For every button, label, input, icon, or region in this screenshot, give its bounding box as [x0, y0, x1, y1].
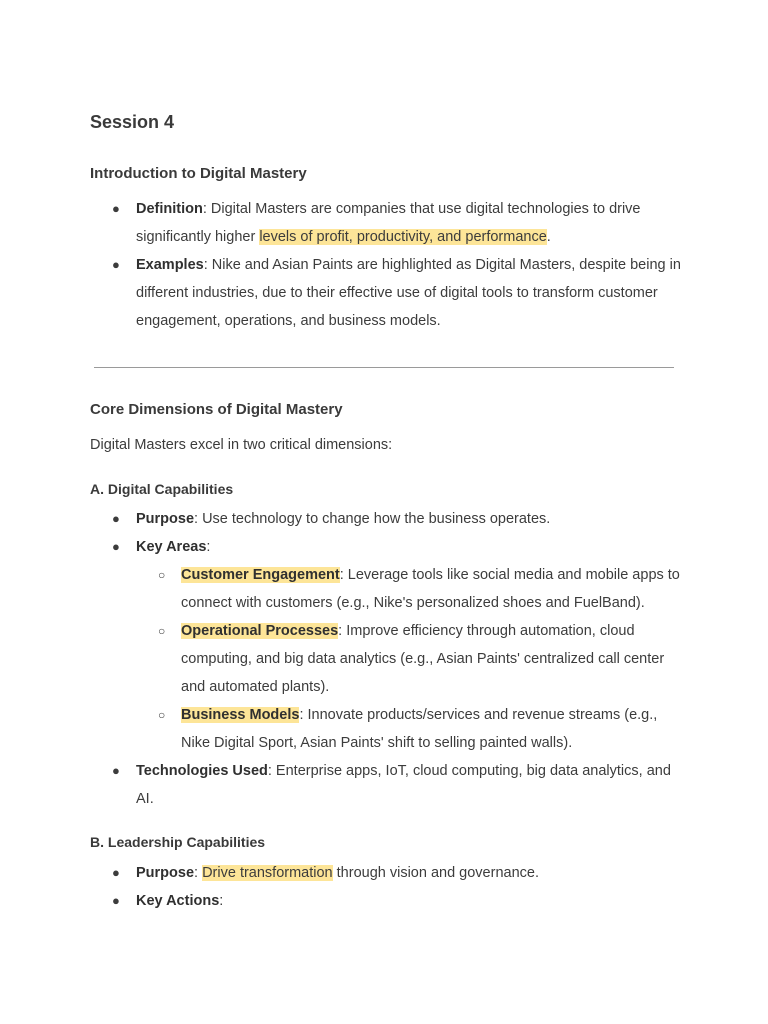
bullet-icon: ●	[112, 539, 120, 554]
bullet-icon: ●	[112, 763, 120, 778]
key-areas-end: :	[206, 539, 211, 555]
customer-engagement-label: Customer Engagement	[181, 567, 340, 583]
leadership-purpose-label: Purpose	[136, 865, 195, 881]
technologies-text: : Enterprise apps, IoT, cloud computing, big data analytics, and AI.	[136, 763, 671, 807]
list-item-definition	[0, 195, 768, 251]
intro-heading: Introduction to Digital Mastery	[90, 165, 307, 182]
bullet-icon: ●	[112, 511, 120, 526]
list-item-examples	[0, 251, 768, 335]
key-actions-end: :	[219, 893, 224, 909]
hollow-bullet-icon: ○	[158, 568, 166, 582]
key-actions-label: Key Actions	[136, 893, 220, 909]
list-item-operational-processes	[0, 617, 768, 701]
purpose-text: : Use technology to change how the business operates.	[194, 511, 551, 527]
business-models-text: : Innovate products/services and revenue streams (e.g., Nike Digital Sport, Asian Paints' shift to selling painted walls).	[181, 707, 658, 751]
definition-label: Definition	[136, 201, 203, 217]
list-item-key-areas	[0, 533, 768, 561]
definition-text: : Digital Masters are companies that use digital technologies to drive significantly higher	[136, 201, 641, 245]
list-item-key-actions	[0, 887, 768, 915]
definition-end: .	[546, 229, 551, 245]
hollow-bullet-icon: ○	[158, 624, 166, 638]
definition-highlight: levels of profit, productivity, and performance	[259, 229, 547, 245]
list-item-purpose	[0, 505, 768, 533]
leadership-capabilities-list	[0, 859, 768, 915]
leadership-capabilities-heading: B. Leadership Capabilities	[90, 834, 266, 850]
list-item-technologies-used	[0, 757, 768, 813]
purpose-label: Purpose	[136, 511, 195, 527]
core-heading: Core Dimensions of Digital Mastery	[90, 401, 343, 418]
digital-capabilities-heading: A. Digital Capabilities	[90, 481, 234, 497]
business-models-label: Business Models	[181, 707, 300, 723]
leadership-purpose-highlight: Drive transformation	[202, 865, 333, 881]
key-areas-label: Key Areas	[136, 539, 207, 555]
session-title: Session 4	[90, 112, 175, 132]
customer-engagement-text: : Leverage tools like social media and mobile apps to connect with customers (e.g., Nike's personalized shoes and FuelBand).	[181, 567, 680, 611]
bullet-icon: ●	[112, 201, 120, 216]
digital-capabilities-list	[0, 505, 768, 813]
section-divider	[94, 367, 674, 368]
technologies-label: Technologies Used	[136, 763, 268, 779]
list-item-business-models	[0, 701, 768, 757]
list-item-customer-engagement	[0, 561, 768, 617]
hollow-bullet-icon: ○	[158, 708, 166, 722]
operational-processes-label: Operational Processes	[181, 623, 339, 639]
leadership-purpose-sep: :	[194, 865, 203, 881]
leadership-purpose-text: through vision and governance.	[332, 865, 539, 881]
core-intro-text: Digital Masters excel in two critical dimensions:	[90, 437, 393, 453]
examples-text: : Nike and Asian Paints are highlighted as Digital Masters, despite being in different industries, due to their effective use of digital tools to transform customer engagement, operations, and business models.	[136, 257, 681, 329]
bullet-icon: ●	[112, 257, 120, 272]
bullet-icon: ●	[112, 893, 120, 908]
operational-processes-text: : Improve efficiency through automation, cloud computing, and big data analytics (e.g., Asian Paints' centralized call center and automated plants).	[181, 623, 665, 695]
examples-label: Examples	[136, 257, 204, 273]
bullet-icon: ●	[112, 865, 120, 880]
intro-list	[0, 195, 768, 335]
list-item-leadership-purpose	[0, 859, 768, 887]
